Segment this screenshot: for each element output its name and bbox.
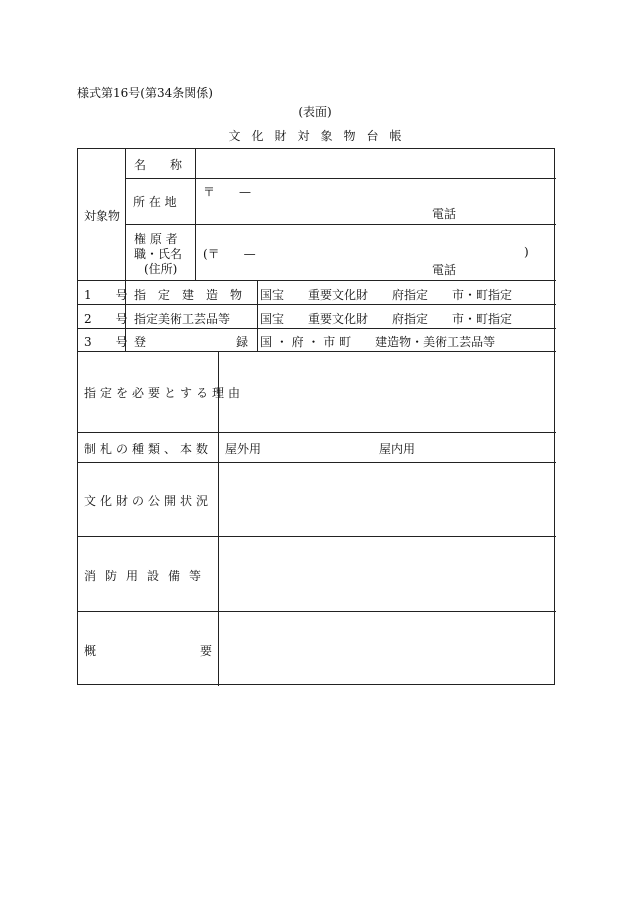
column-divider: [125, 149, 126, 280]
column-divider: [218, 351, 219, 686]
summary-label: 概: [84, 644, 97, 658]
designation-options: 国宝 重要文化財 府指定 市・町指定: [260, 288, 513, 302]
row-divider: [78, 462, 556, 463]
public-status-label: 文化財の公開状況: [84, 494, 213, 508]
phone-label: 電話: [432, 207, 457, 221]
owner-label: 職・氏名: [134, 247, 183, 261]
row-divider: [125, 178, 556, 179]
target-group-label: 対象物: [84, 209, 121, 223]
name-label: 名 称: [134, 158, 183, 172]
location-label: 所 在 地: [133, 195, 177, 209]
row-number: 3 号: [84, 335, 128, 349]
column-divider: [257, 280, 258, 351]
row-divider: [78, 304, 556, 305]
row-divider: [78, 280, 556, 281]
side-label: (表面): [298, 105, 332, 119]
owner-phone-label: 電話: [432, 263, 457, 277]
reason-label: 指定を必要とする理由: [84, 386, 245, 400]
row-divider: [78, 611, 556, 612]
summary-label: 要: [200, 644, 213, 658]
designation-options: 国 ・ 府 ・ 市 町 建造物・美術工芸品等: [260, 335, 496, 349]
designation-type: 指 定 建 造 物: [134, 288, 243, 302]
postal-mark: 〒 —: [203, 185, 252, 199]
row-divider: [78, 351, 556, 352]
designation-type: 指定美術工芸品等: [134, 312, 231, 326]
owner-close-paren: ): [524, 245, 529, 259]
owner-postal-mark: (〒 —: [203, 247, 256, 261]
form-number: 様式第16号(第34条関係): [77, 86, 213, 100]
column-divider: [195, 149, 196, 280]
owner-address-label: (住所): [144, 262, 178, 276]
row-divider: [125, 224, 556, 225]
indoor-label: 屋内用: [379, 442, 416, 456]
signs-label: 制札の種類、本数: [84, 442, 213, 456]
row-divider: [78, 328, 556, 329]
fire-equipment-label: 消防用設備等: [84, 569, 211, 583]
ledger-table: [77, 148, 555, 685]
row-divider: [78, 432, 556, 433]
owner-label: 権 原 者: [134, 232, 178, 246]
row-divider: [78, 536, 556, 537]
outdoor-label: 屋外用: [225, 442, 262, 456]
row-number: 1 号: [84, 288, 128, 302]
designation-options: 国宝 重要文化財 府指定 市・町指定: [260, 312, 513, 326]
designation-type: 録: [236, 335, 249, 349]
form-title: 文化財対象物台帳: [228, 129, 413, 143]
row-number: 2 号: [84, 312, 128, 326]
designation-type: 登: [134, 335, 147, 349]
